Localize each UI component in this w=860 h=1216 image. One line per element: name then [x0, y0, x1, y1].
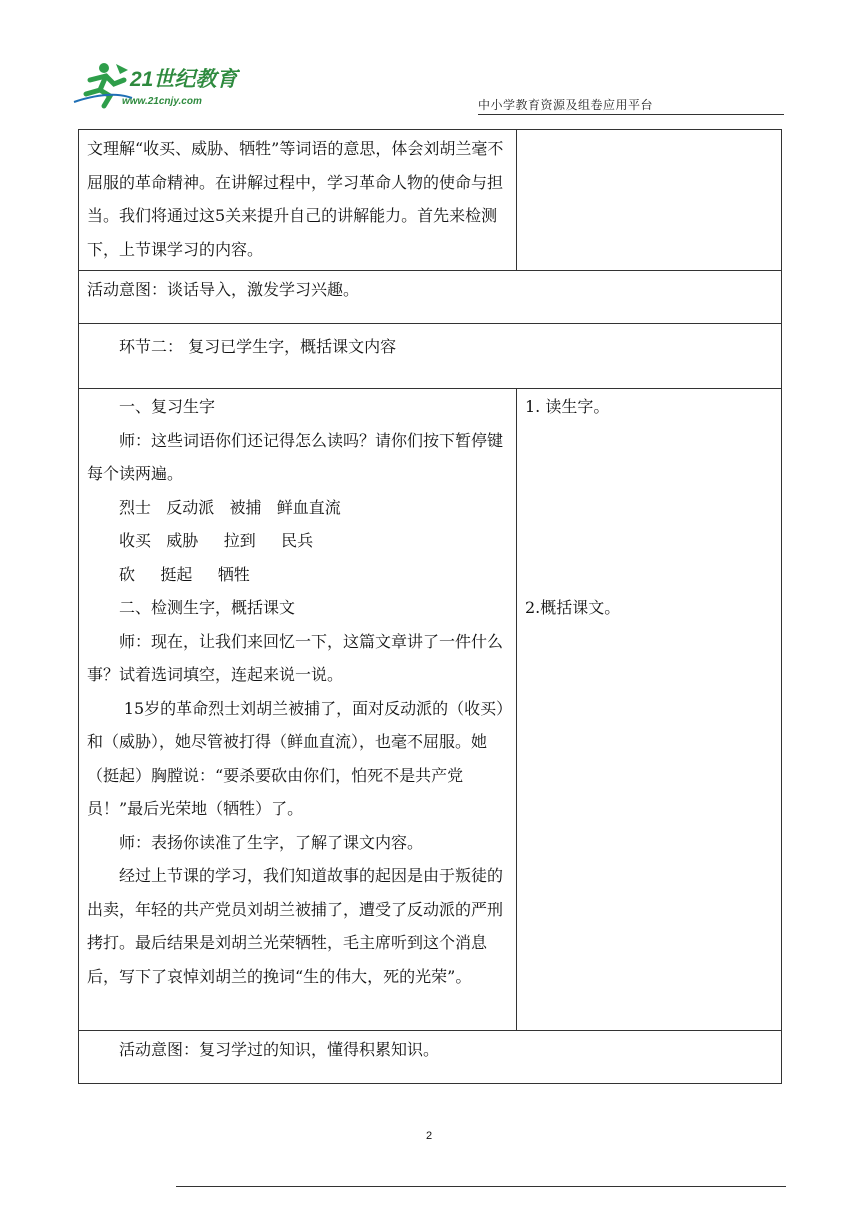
table-row — [79, 1031, 782, 1084]
teacher-prompt: 师：现在，让我们来回忆一下，这篇文章讲了一件什么事？试着选词填空，连起来说一说。 — [87, 631, 504, 684]
student-task: 1. 读生字。 — [525, 397, 610, 416]
subsection-title: 一、复习生字 — [119, 397, 216, 416]
svg-text:www.21cnjy.com: www.21cnjy.com — [122, 96, 202, 107]
vocab-line: 砍 挺起 牺牲 — [119, 564, 250, 584]
footer-divider — [176, 1186, 786, 1187]
platform-name: 中小学教育资源及组卷应用平台 — [478, 98, 654, 112]
vocab-line: 烈士 反动派 被捕 鲜血直流 — [119, 497, 341, 517]
section-heading: 环节二： 复习已学生字，概括课文内容 — [119, 337, 397, 356]
fill-in-passage: 15岁的革命烈士刘胡兰被捕了，面对反动派的（收买）和（威胁），她尽管被打得（鲜血直流），也毫不屈服。她（挺起）胸膛说：“要杀要砍由你们，怕死不是共产党员！”最后光荣地（牺牲）了。 — [87, 698, 505, 818]
activity-intent-cell — [79, 1031, 782, 1084]
teacher-prompt: 师：表扬你读准了生字，了解了课文内容。 — [119, 832, 424, 852]
table-row — [79, 130, 782, 271]
svg-text:21世纪教育: 21世纪教育 — [130, 68, 238, 91]
activity-intent-text: 活动意图：复习学过的知识，懂得积累知识。 — [119, 1040, 440, 1059]
page-number: 2 — [426, 1130, 433, 1142]
table-row — [79, 324, 782, 389]
vocab-line: 收买 威胁 拉到 民兵 — [119, 531, 314, 550]
teacher-activity-cell — [79, 130, 517, 271]
activity-intent-text: 活动意图：谈话导入，激发学习兴趣。 — [87, 280, 360, 299]
teacher-activity-cell — [79, 389, 517, 1031]
teacher-prompt: 师：这些词语你们还记得怎么读吗？请你们按下暂停键每个读两遍。 — [87, 430, 504, 483]
site-logo — [70, 60, 240, 112]
subsection-title: 二、检测生字，概括课文 — [119, 598, 296, 617]
table-row — [79, 271, 782, 324]
section-heading-cell — [79, 324, 782, 389]
activity-intent-cell — [79, 271, 782, 324]
student-task: 2.概括课文。 — [525, 597, 621, 617]
intro-text: 文理解“收买、威胁、牺牲”等词语的意思，体会刘胡兰毫不屈服的革命精神。在讲解过程中，学习革命人物的使命与担当。我们将通过这5关来提升自己的讲解能力。首先来检测下，上节课学习的内容。 — [87, 139, 504, 259]
student-activity-cell — [517, 130, 782, 271]
header-divider — [478, 114, 784, 115]
summary-paragraph: 经过上节课的学习，我们知道故事的起因是由于叛徒的出卖，年轻的共产党员刘胡兰被捕了，遭受了反动派的严刑拷打。最后结果是刘胡兰光荣牺牲，毛主席听到这个消息后，写下了哀悼刘胡兰的挽词“生的伟大，死的光荣”。 — [87, 866, 504, 986]
student-activity-cell — [517, 389, 782, 1031]
table-row — [79, 389, 782, 1031]
runner-logo-icon — [70, 60, 240, 112]
lesson-plan-table — [78, 129, 782, 1084]
